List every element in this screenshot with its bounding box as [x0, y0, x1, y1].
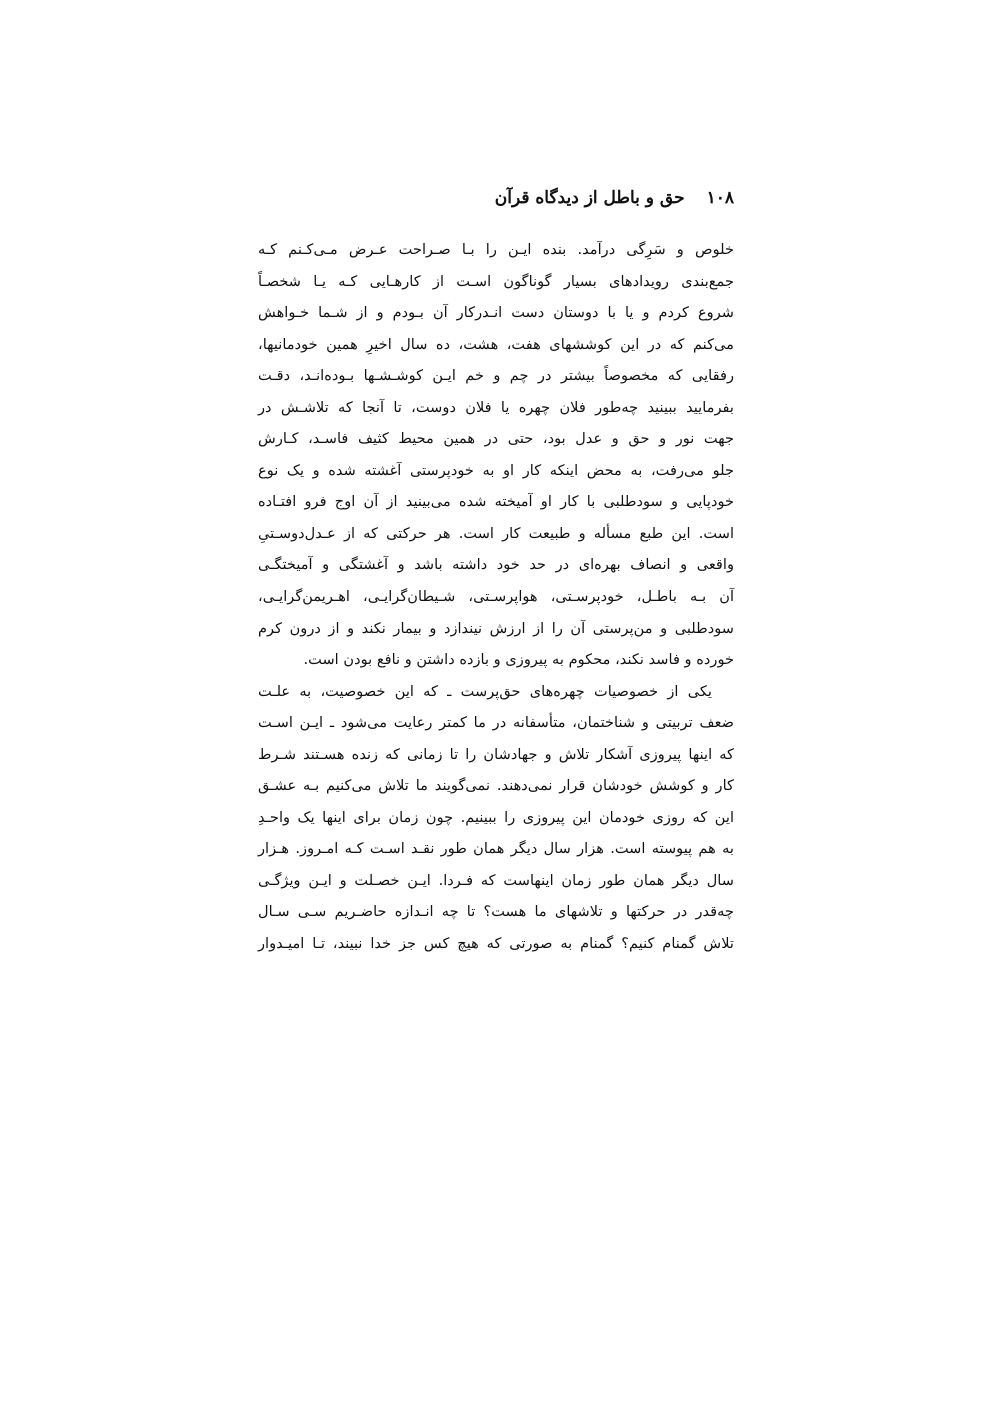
text-line: این که روزی خودمان این پیروزی را ببینیم. چون زمان برای اینها یک واحـدِ: [258, 808, 734, 826]
text-line: رفقایی که مخصوصاً بیشتر در چم و خم ایـن کوشـشـها بـوده‌انـد، دقـت: [258, 367, 734, 385]
paragraph-1: [258, 234, 734, 676]
text-line: سودطلبی و من‌پرستی آن را از ارزش نیندازد و بیمار نکند و از درون کرم: [258, 619, 734, 637]
paragraph-2: [258, 676, 734, 960]
book-title: حق و باطل از دیدگاه قرآن: [494, 188, 685, 208]
text-line: تلاش گمنام کنیم؟ گمنام به صورتی که هیچ کس جز خدا نبیند، تـا امیـدوار: [258, 935, 734, 953]
running-head: [258, 186, 734, 210]
text-line: شروع کردم و یا با دوستان دست انـدرکار آن بـودم و از شـما خـواهش: [258, 304, 734, 322]
text-line: که اینها پیروزی آشکار تلاش و جهادشان را تا زمانی که زنده هسـتند شـرط: [258, 745, 734, 763]
text-line: خودپایی و سودطلبی با کار او آمیخته شده می‌بینید از آن اوج فرو افتـاده: [258, 493, 734, 511]
text-line: سال دیگر همان طور زمان اینهاست که فـردا. ایـن خصـلت و ایـن ویژگـی: [258, 871, 734, 889]
text-line: چه‌قدر در حرکتها و تلاشهای ما هست؟ تا چه انـدازه حاضـریم سـی سـال: [258, 903, 734, 921]
text-line: به هم پیوسته است. هزار سال دیگر همان طور نقـد اسـت کـه امـروز. هـزار: [258, 840, 734, 858]
text-line: جمع‌بندی رویدادهای بسیار گوناگون اسـت از کارهـایی کـه یـا شخصـاً: [258, 272, 734, 290]
text-line: جهت نور و حق و عدل بود، حتی در همین محیط کثیف فاسـد، کـارش: [258, 430, 734, 448]
text-line: یکی از خصوصیات چهره‌های حق‌پرست ـ که این خصوصیت، به علـت: [258, 682, 712, 700]
text-line: آن بـه باطـل، خودپرسـتی، هواپرسـتی، شـیطان‌گرایـی، اهـریمن‌گرایـی،: [258, 588, 734, 606]
text-line: کار و کوشش خودشان قرار نمی‌دهند. نمی‌گویند ما تلاش می‌کنیم بـه عشـق: [258, 777, 734, 795]
text-line: خلوص و سَرِگی درآمد. بنده ایـن را بـا صـراحت عـرض مـی‌کـنم کـه: [258, 241, 734, 258]
text-line: ضعف تربیتی و شناختمان، متأسفانه در ما کمتر رعایت می‌شود ـ ایـن اسـت: [258, 714, 734, 732]
text-line: خورده و فاسد نکند، محکوم به پیروزی و بازده داشتن و نافع بودن است.: [303, 651, 734, 669]
text-line: می‌کنم که در این کوششهای هفت، هشت، ده سال اخیرِ همین خودمانیها،: [258, 335, 734, 353]
text-line: واقعی و انصاف بهره‌ای در حد خود داشته باشد و آغشتگی و آمیختگـی: [258, 556, 734, 574]
page-number: ۱۰۸: [706, 188, 734, 208]
text-line: است. این طبع مسأله و طبیعت کار است. هر حرکتی که از عـدل‌دوسـتیِ: [258, 524, 734, 542]
text-line: جلو می‌رفت، به محض اینکه کار او به خودپرستی آغشته شده و یک نوع: [258, 461, 734, 479]
body-text: [258, 234, 734, 960]
text-line: بفرمایید ببینید چه‌طور فلان چهره یا فلان دوست، تا آنجا که تلاشـش در: [258, 398, 734, 416]
